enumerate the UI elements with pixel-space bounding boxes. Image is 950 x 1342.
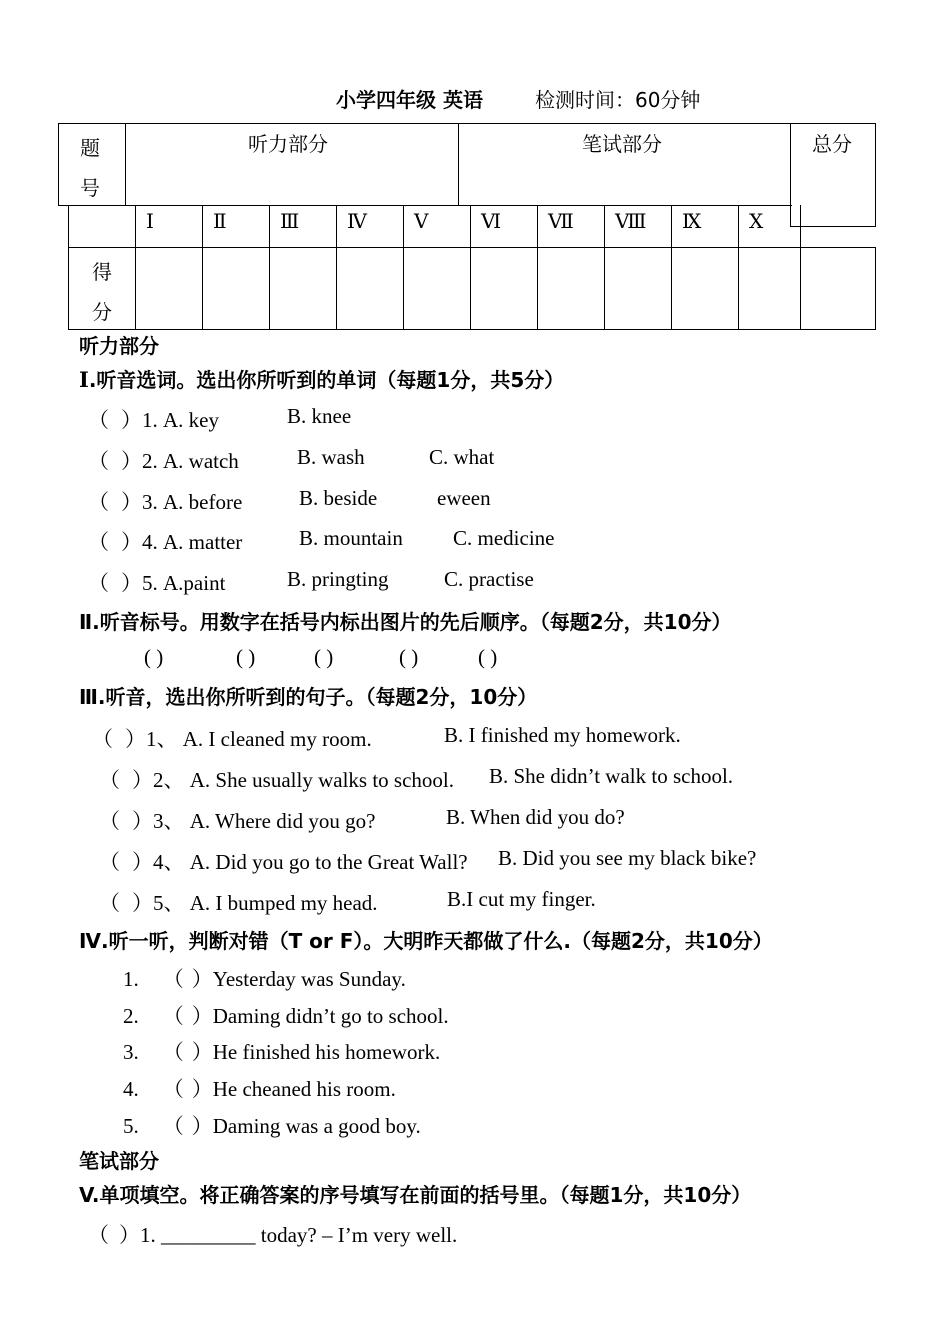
list-item: （ ）5. A.paint (88, 571, 226, 595)
list-item: 5. （ ）Daming was a good boy. (123, 1114, 421, 1138)
option-b: B. pringting (287, 567, 389, 591)
option-b: B.I cut my finger. (447, 887, 596, 911)
list-item: 1. （ ）Yesterday was Sunday. (123, 967, 406, 991)
question-number-header: 题号 (80, 136, 100, 200)
order-blank[interactable]: ( ) (236, 645, 256, 669)
list-item: 3. （ ）He finished his homework. (123, 1040, 441, 1064)
order-blank[interactable]: ( ) (144, 645, 164, 669)
section-1-title: Ⅰ.听音选词。选出你所听到的单词（每题1分，共5分） (79, 368, 565, 392)
numeral-1: Ⅰ (146, 211, 154, 233)
writing-heading: 笔试部分 (79, 1149, 159, 1173)
list-item: （ ）4、 A. Did you go to the Great Wall? (99, 850, 468, 874)
option-b: B. mountain (299, 526, 403, 550)
list-item: （ ）2. A. watch (88, 449, 239, 473)
list-item: 2. （ ）Daming didn’t go to school. (123, 1004, 449, 1028)
page-title: 小学四年级 英语 (336, 88, 483, 112)
numeral-4: Ⅳ (347, 211, 367, 233)
writing-section-header: 笔试部分 (582, 132, 662, 156)
numeral-3: Ⅲ (280, 211, 300, 233)
page-header (336, 84, 700, 113)
list-item: 4. （ ）He cheaned his room. (123, 1077, 396, 1101)
order-blank[interactable]: ( ) (478, 645, 498, 669)
option-b: B. wash (297, 445, 365, 469)
option-b: B. I finished my homework. (444, 723, 681, 747)
list-item: （ ）4. A. matter (88, 530, 243, 554)
order-blank[interactable]: ( ) (399, 645, 419, 669)
test-time: 检测时间：60分钟 (534, 88, 701, 112)
numeral-2: Ⅱ (213, 211, 227, 233)
list-item: （ ）3、 A. Where did you go? (99, 809, 376, 833)
option-b: B. beside (299, 486, 378, 510)
numeral-6: Ⅵ (481, 211, 502, 233)
section-5-title: V.单项填空。将正确答案的序号填写在前面的括号里。（每题1分，共10分） (79, 1183, 752, 1207)
option-b: B. When did you do? (446, 805, 625, 829)
list-item: （ ）1、 A. I cleaned my room. (92, 727, 372, 751)
listening-heading: 听力部分 (79, 334, 159, 358)
option-b: B. She didn’t walk to school. (489, 764, 734, 788)
section-3-title: Ⅲ.听音，选出你所听到的句子。（每题2分，10分） (79, 685, 538, 709)
order-blank[interactable]: ( ) (314, 645, 334, 669)
section-4-title: Ⅳ.听一听，判断对错（T or F）。大明昨天都做了什么.（每题2分，共10分） (79, 929, 773, 953)
list-item: （ ）1. A. key (88, 408, 219, 432)
numeral-7: Ⅶ (548, 211, 574, 233)
numeral-5: Ⅴ (414, 211, 429, 233)
numeral-9: Ⅸ (682, 211, 702, 233)
option-b: B. knee (287, 404, 352, 428)
option-c: C. medicine (453, 526, 555, 550)
numeral-10: Ⅹ (749, 211, 764, 233)
list-item: （ ）2、 A. She usually walks to school. (99, 768, 454, 792)
list-item: （ ）3. A. before (88, 490, 243, 514)
option-c: C. what (429, 445, 495, 469)
option-c: eween (437, 486, 491, 510)
total-score-header: 总分 (812, 132, 852, 156)
score-row-label: 得分 (92, 260, 112, 324)
numeral-8: Ⅷ (615, 211, 647, 233)
section-2-title: Ⅱ.听音标号。用数字在括号内标出图片的先后顺序。（每题2分，共10分） (79, 610, 732, 634)
option-c: C. practise (444, 567, 534, 591)
list-item: （ ）5、 A. I bumped my head. (99, 891, 378, 915)
option-b: B. Did you see my black bike? (498, 846, 757, 870)
list-item: （ ）1. _________ today? – I’m very well. (88, 1223, 458, 1247)
listening-section-header: 听力部分 (248, 132, 328, 156)
